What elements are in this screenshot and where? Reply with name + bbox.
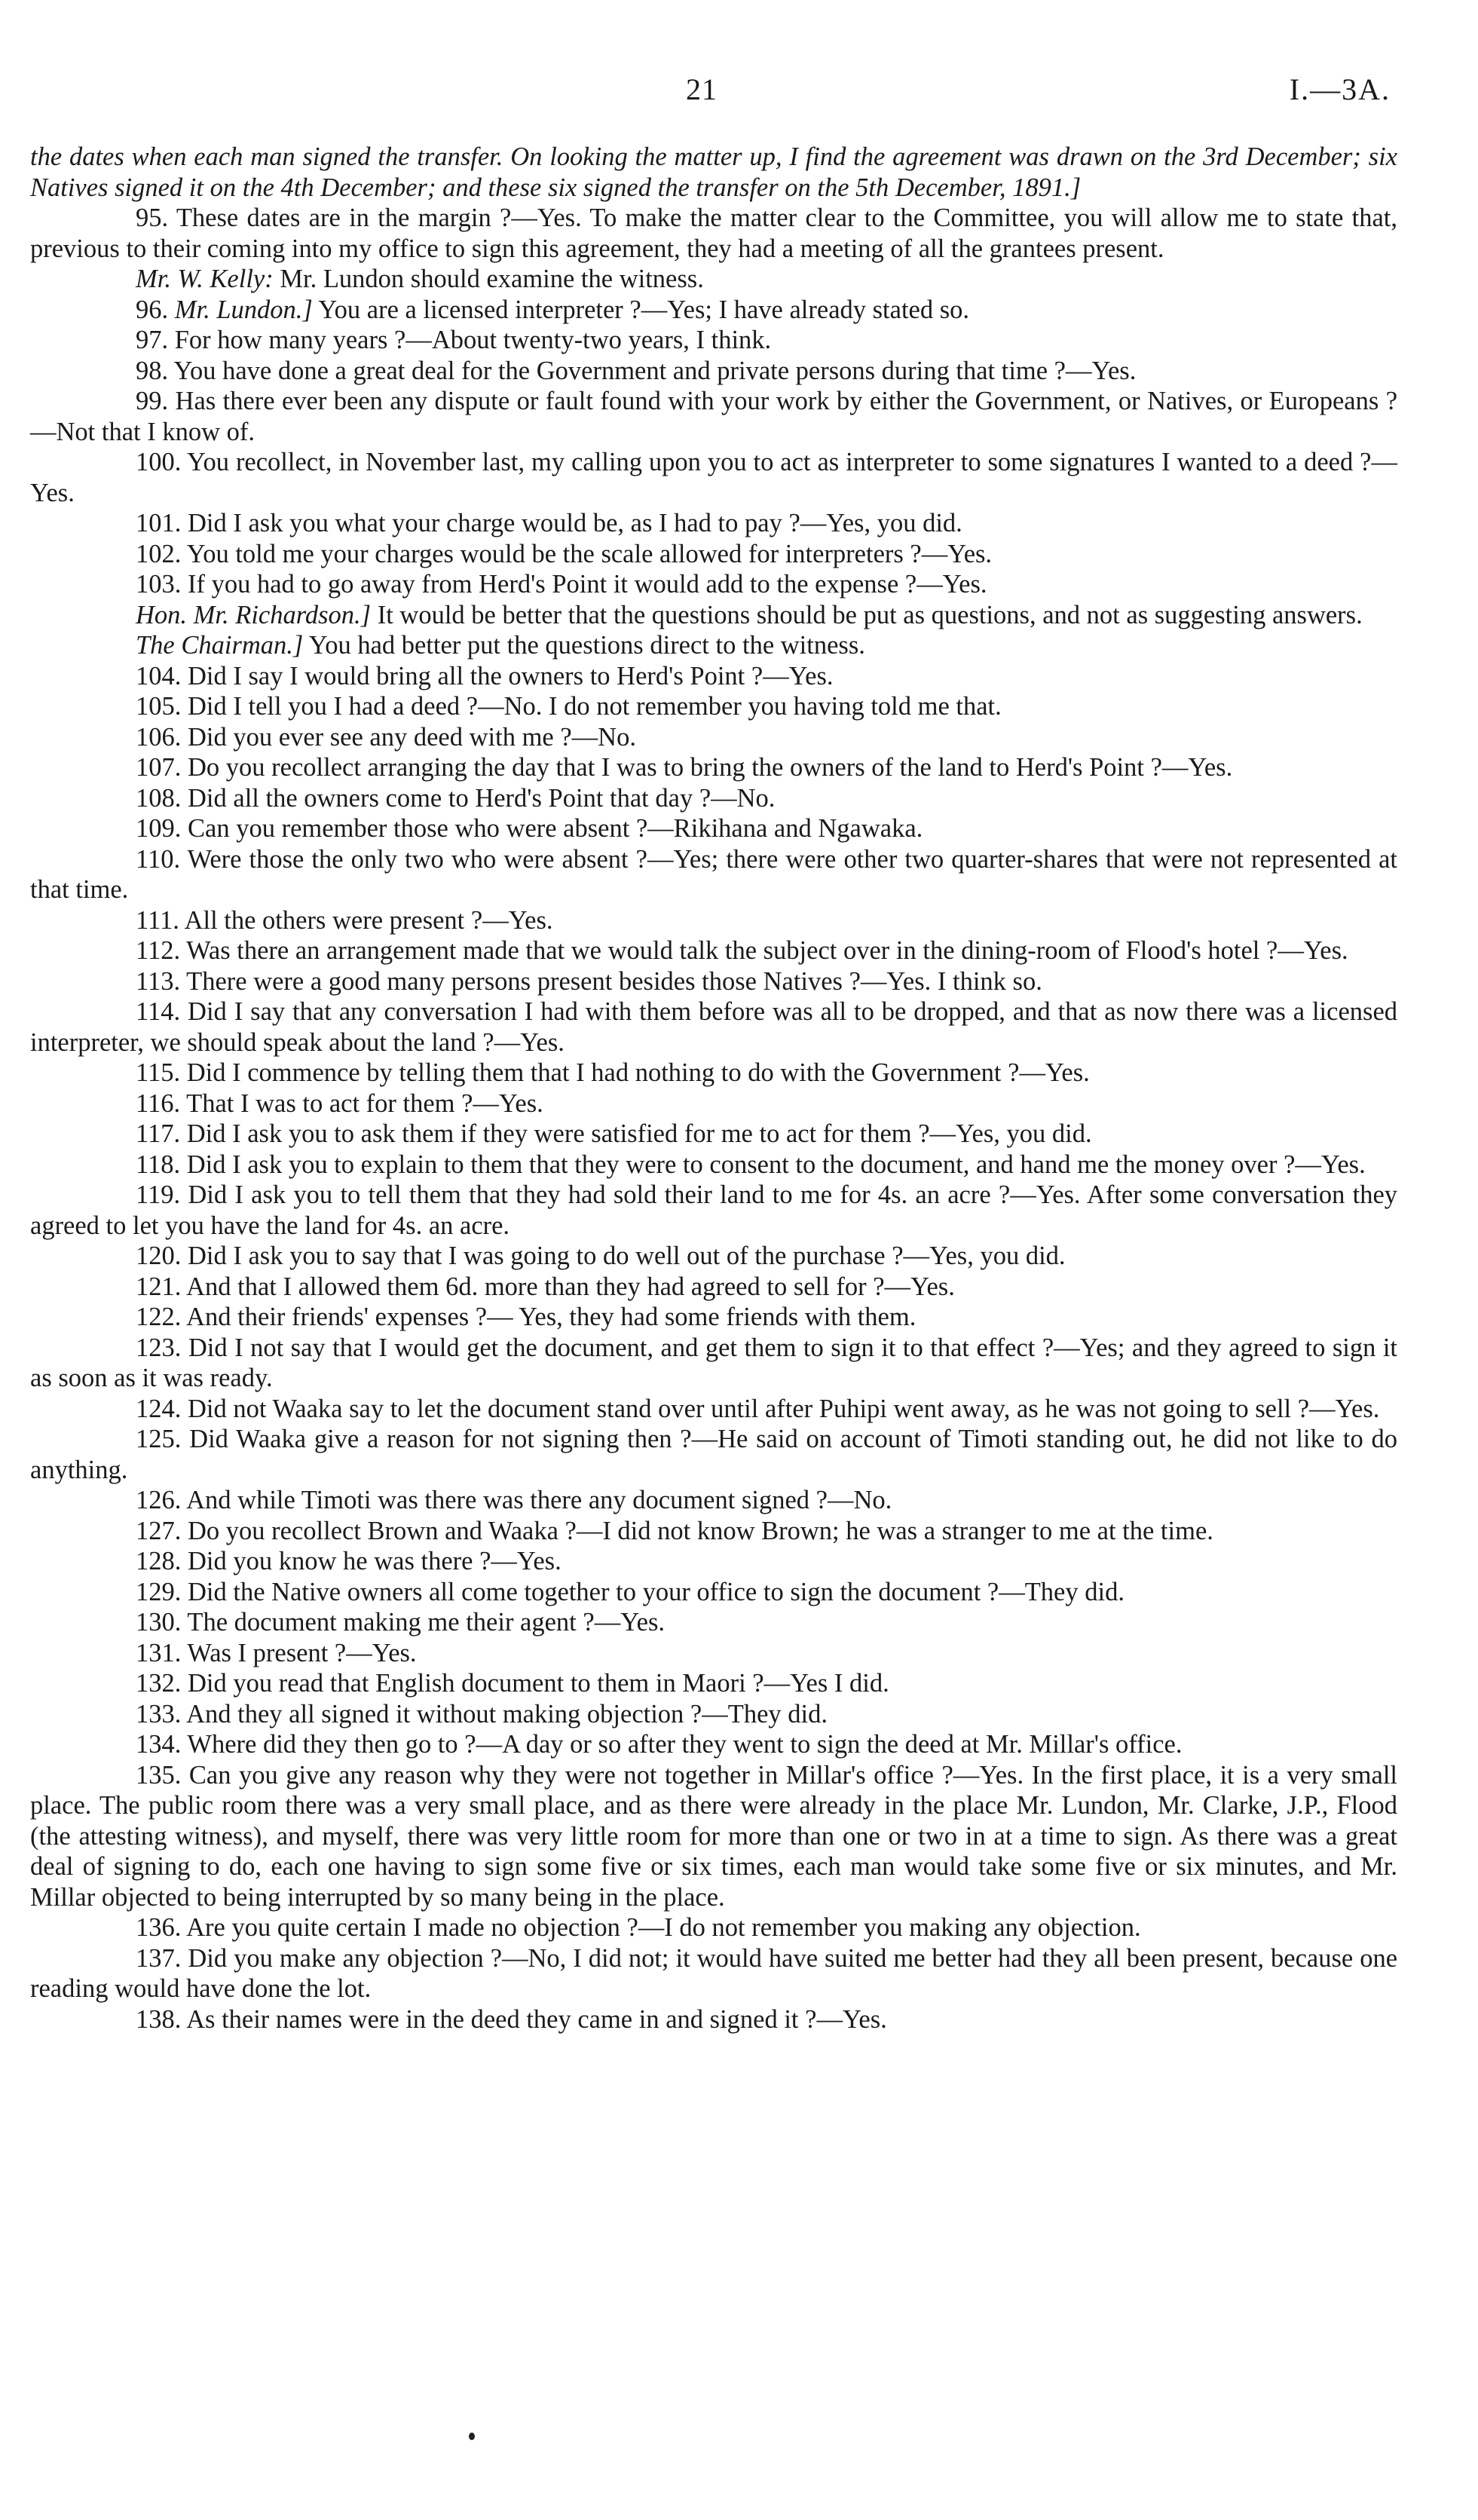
transcript-entry: [30, 508, 1397, 539]
transcript-entry: [30, 1150, 1397, 1180]
entry-text: Did I ask you to ask them if they were satisfied for me to act for them ?—Yes, you did.: [186, 1119, 1092, 1148]
transcript-entry: [30, 1699, 1397, 1730]
transcript-entry: [30, 1272, 1397, 1303]
transcript-entry: [30, 386, 1397, 447]
transcript-entry: [30, 356, 1397, 387]
transcript-entry: [30, 997, 1397, 1058]
question-number: 137.: [136, 1943, 182, 1973]
entry-text: And while Timoti was there was there any document signed ?—No.: [186, 1486, 892, 1514]
transcript-entry: [30, 1546, 1397, 1577]
question-number: 105.: [136, 692, 182, 721]
transcript-entry: [30, 2004, 1397, 2035]
transcript-entry: [30, 1424, 1397, 1485]
transcript-entry: [30, 661, 1397, 692]
entry-text: Can you give any reason why they were not together in Millar's office ?—Yes. In the first place, it is a very small place. The public room there was a very small place, and as there were already in the place Mr. Lundon, Mr. Clarke, J.P., Flood (the attesting witness), and myself, there was very little room for more than one or two in at a time to sign. As there was a great deal of signing to do, each one having to sign some five or six times, each man would take some five or six minutes, and Mr. Millar objected to being interrupted by so many being in the place.: [30, 1760, 1398, 1912]
question-number: 129.: [136, 1577, 182, 1606]
question-number: 135.: [136, 1760, 182, 1790]
entry-text: There were a good many persons present besides those Natives ?—Yes. I think so.: [186, 966, 1042, 996]
entry-text: You recollect, in November last, my calling upon you to act as interpreter to some signatures I wanted to a deed ?—Yes.: [30, 448, 1397, 507]
transcript-entry: [30, 1119, 1397, 1150]
question-number: 113.: [136, 966, 181, 996]
question-number: 110.: [136, 844, 181, 874]
question-number: 97.: [136, 326, 169, 354]
entry-text: Where did they then go to ?—A day or so after they went to sign the deed at Mr. Millar's office.: [187, 1730, 1183, 1759]
question-number: 99.: [136, 387, 169, 415]
transcript-entry: [30, 569, 1397, 600]
transcript-entry: [30, 1302, 1397, 1333]
transcript-entry: [30, 722, 1397, 753]
entry-text: Can you remember those who were absent ?—Rikihana and Ngawaka.: [188, 814, 923, 843]
question-number: 111.: [136, 905, 179, 935]
entry-text: You are a licensed interpreter ?—Yes; I have already stated so.: [318, 295, 970, 324]
question-number: 126.: [136, 1486, 182, 1514]
transcript-entry: [30, 1638, 1397, 1669]
entry-text: These dates are in the margin ?—Yes. To make the matter clear to the Committee, you will allow me to state that, previous to their coming into my office to sign this agreement, they had a meeting of all the grantees present.: [30, 204, 1397, 263]
entry-text: Was I present ?—Yes.: [187, 1638, 417, 1667]
speaker-name: The Chairman.]: [136, 631, 304, 660]
transcript-entry: [30, 630, 1397, 661]
transcript-entry: [30, 1607, 1397, 1638]
question-number: 118.: [136, 1150, 181, 1179]
entry-text: And that I allowed them 6d. more than they had agreed to sell for ?—Yes.: [186, 1272, 955, 1301]
evidence-transcript: [30, 142, 1397, 2035]
question-number: 96.: [136, 295, 169, 324]
transcript-entry: [30, 1485, 1397, 1516]
entry-text: Are you quite certain I made no objection ?—I do not remember you making any objection.: [186, 1913, 1141, 1942]
question-number: 121.: [136, 1272, 182, 1301]
transcript-entry: [30, 1668, 1397, 1699]
entry-text: Did you read that English document to them in Maori ?—Yes I did.: [188, 1669, 889, 1698]
transcript-entry: [30, 1089, 1397, 1119]
speaker-name: Mr. W. Kelly:: [136, 265, 274, 293]
entry-text: All the others were present ?—Yes.: [184, 905, 553, 935]
entry-text: Did you ever see any deed with me ?—No.: [188, 722, 636, 752]
entry-text: Was there an arrangement made that we would talk the subject over in the dining-room of Flood's hotel ?—Yes.: [186, 936, 1348, 965]
entry-text: As their names were in the deed they came in and signed it ?—Yes.: [186, 2004, 887, 2034]
entry-text: Did I say that any conversation I had with them before was all to be dropped, and that as now there was a licensed interpreter, we should speak about the land ?—Yes.: [30, 997, 1398, 1057]
entry-text: Did I ask you to tell them that they had sold their land to me for 4s. an acre ?—Yes. After some conversation they agreed to let you have the land for 4s. an acre.: [30, 1180, 1398, 1240]
entry-text: Did I not say that I would get the document, and get them to sign it to that effect ?—Yes; and they agreed to sign it as soon as it was ready.: [30, 1333, 1398, 1392]
transcript-entry: [30, 1760, 1397, 1913]
transcript-entry: [30, 691, 1397, 722]
entry-text: Did I ask you to say that I was going to do well out of the purchase ?—Yes, you did.: [188, 1242, 1066, 1270]
question-number: 133.: [136, 1699, 182, 1728]
question-number: 108.: [136, 783, 182, 813]
transcript-entry: [30, 264, 1397, 295]
printer-mark: [469, 2433, 475, 2440]
entry-text: Did Waaka give a reason for not signing then ?—He said on account of Timoti standing out, he did not like to do anything.: [30, 1425, 1397, 1484]
question-number: 101.: [136, 509, 182, 537]
transcript-entry: [30, 1180, 1397, 1241]
question-number: 120.: [136, 1242, 182, 1270]
transcript-entry: [30, 752, 1397, 783]
entry-text: Do you recollect Brown and Waaka ?—I did not know Brown; he was a stranger to me at the time.: [188, 1516, 1213, 1545]
entry-text: For how many years ?—About twenty-two years, I think.: [174, 326, 772, 354]
entry-text: Were those the only two who were absent ?—Yes; there were other two quarter-shares that were not represented at that time.: [30, 844, 1397, 904]
transcript-entry: [30, 295, 1397, 326]
transcript-entry: [30, 1333, 1397, 1394]
transcript-entry: [30, 935, 1397, 966]
transcript-entry: [30, 539, 1397, 570]
entry-text: Mr. Lundon should examine the witness.: [280, 265, 704, 293]
entry-text: Did all the owners come to Herd's Point that day ?—No.: [188, 783, 776, 813]
entry-text: The document making me their agent ?—Yes.: [187, 1608, 666, 1637]
entry-text: That I was to act for them ?—Yes.: [186, 1089, 543, 1118]
question-number: 127.: [136, 1516, 182, 1545]
entry-text: Has there ever been any dispute or fault found with your work by either the Government, or Natives, or Europeans ?—Not that I know of.: [30, 387, 1398, 446]
entry-text: Did I commence by telling them that I had nothing to do with the Government ?—Yes.: [186, 1058, 1090, 1087]
question-number: 109.: [136, 814, 182, 843]
question-number: 132.: [136, 1669, 182, 1698]
question-number: 107.: [136, 753, 182, 782]
entry-text: Did you make any objection ?—No, I did not; it would have suited me better had they all been present, because one reading would have done the lot.: [30, 1943, 1398, 2003]
entry-text: Did I ask you what your charge would be, as I had to pay ?—Yes, you did.: [188, 509, 962, 537]
transcript-entry: [30, 1912, 1397, 1943]
question-number: 122.: [136, 1303, 182, 1331]
entry-text: Do you recollect arranging the day that I was to bring the owners of the land to Herd's Point ?—Yes.: [188, 753, 1233, 782]
question-number: 112.: [136, 936, 181, 965]
transcript-entry: [30, 600, 1397, 631]
transcript-entry: [30, 203, 1397, 264]
question-number: 116.: [136, 1089, 181, 1118]
speaker-name: Hon. Mr. Richardson.]: [136, 600, 372, 629]
transcript-entry: [30, 325, 1397, 356]
entry-text: You had better put the questions direct to the witness.: [308, 631, 865, 660]
question-number: 123.: [136, 1333, 182, 1362]
transcript-entry: [30, 1241, 1397, 1272]
entry-text: You told me your charges would be the scale allowed for interpreters ?—Yes.: [186, 539, 993, 568]
entry-text: Did you know he was there ?—Yes.: [188, 1547, 562, 1575]
transcript-entry: [30, 1577, 1397, 1608]
question-number: 104.: [136, 661, 182, 690]
question-number: 98.: [136, 356, 169, 385]
question-number: 102.: [136, 539, 182, 568]
transcript-entry: [30, 966, 1397, 997]
question-number: 128.: [136, 1547, 182, 1575]
document-reference: I.—3A.: [1289, 72, 1391, 106]
transcript-entry: [30, 1394, 1397, 1425]
question-number: 103.: [136, 570, 182, 599]
transcript-entry: [30, 1729, 1397, 1760]
question-number: 131.: [136, 1638, 182, 1667]
intro-paragraph: the dates when each man signed the transfer. On looking the matter up, I find the agreement was drawn on the 3rd December; six Natives signed it on the 4th December; and these six signed the transfer on the 5th December, 1891.]: [30, 142, 1397, 202]
question-number: 115.: [136, 1058, 181, 1087]
speaker-name: Mr. Lundon.]: [174, 295, 313, 324]
transcript-entry: [30, 1516, 1397, 1547]
question-number: 124.: [136, 1394, 182, 1423]
question-number: 95.: [136, 204, 169, 232]
question-number: 125.: [136, 1425, 182, 1453]
entry-text: Did I tell you I had a deed ?—No. I do not remember you having told me that.: [188, 692, 1002, 721]
transcript-entry: [30, 813, 1397, 844]
page-header: [0, 72, 1478, 117]
entry-text: And they all signed it without making objection ?—They did.: [186, 1699, 828, 1728]
transcript-entry: [30, 1943, 1397, 2004]
transcript-entry: [30, 447, 1397, 508]
question-number: 119.: [136, 1180, 181, 1209]
transcript-entry: [30, 1058, 1397, 1089]
transcript-entry: [30, 905, 1397, 936]
entry-text: You have done a great deal for the Government and private persons during that time ?—Yes.: [173, 356, 1137, 385]
entry-text: Did I ask you to explain to them that they were to consent to the document, and hand me the money over ?—Yes.: [186, 1150, 1366, 1179]
question-number: 114.: [136, 997, 181, 1026]
transcript-entry: [30, 844, 1397, 905]
transcript-entry: [30, 783, 1397, 814]
entry-text: Did not Waaka say to let the document stand over until after Puhipi went away, as he was not going to sell ?—Yes.: [188, 1394, 1380, 1423]
question-number: 134.: [136, 1730, 182, 1759]
entry-text: Did the Native owners all come together to your office to sign the document ?—They did.: [188, 1577, 1125, 1606]
question-number: 138.: [136, 2004, 182, 2034]
page-number: 21: [686, 72, 718, 106]
entry-text: If you had to go away from Herd's Point it would add to the expense ?—Yes.: [188, 570, 987, 599]
entry-text: And their friends' expenses ?— Yes, they had some friends with them.: [186, 1303, 916, 1331]
question-number: 130.: [136, 1608, 182, 1637]
question-number: 106.: [136, 722, 182, 752]
question-number: 136.: [136, 1913, 182, 1942]
question-number: 117.: [136, 1119, 181, 1148]
entry-text: Did I say I would bring all the owners to Herd's Point ?—Yes.: [188, 661, 834, 690]
question-number: 100.: [136, 448, 182, 476]
entry-text: It would be better that the questions should be put as questions, and not as suggesting answers.: [377, 600, 1363, 629]
